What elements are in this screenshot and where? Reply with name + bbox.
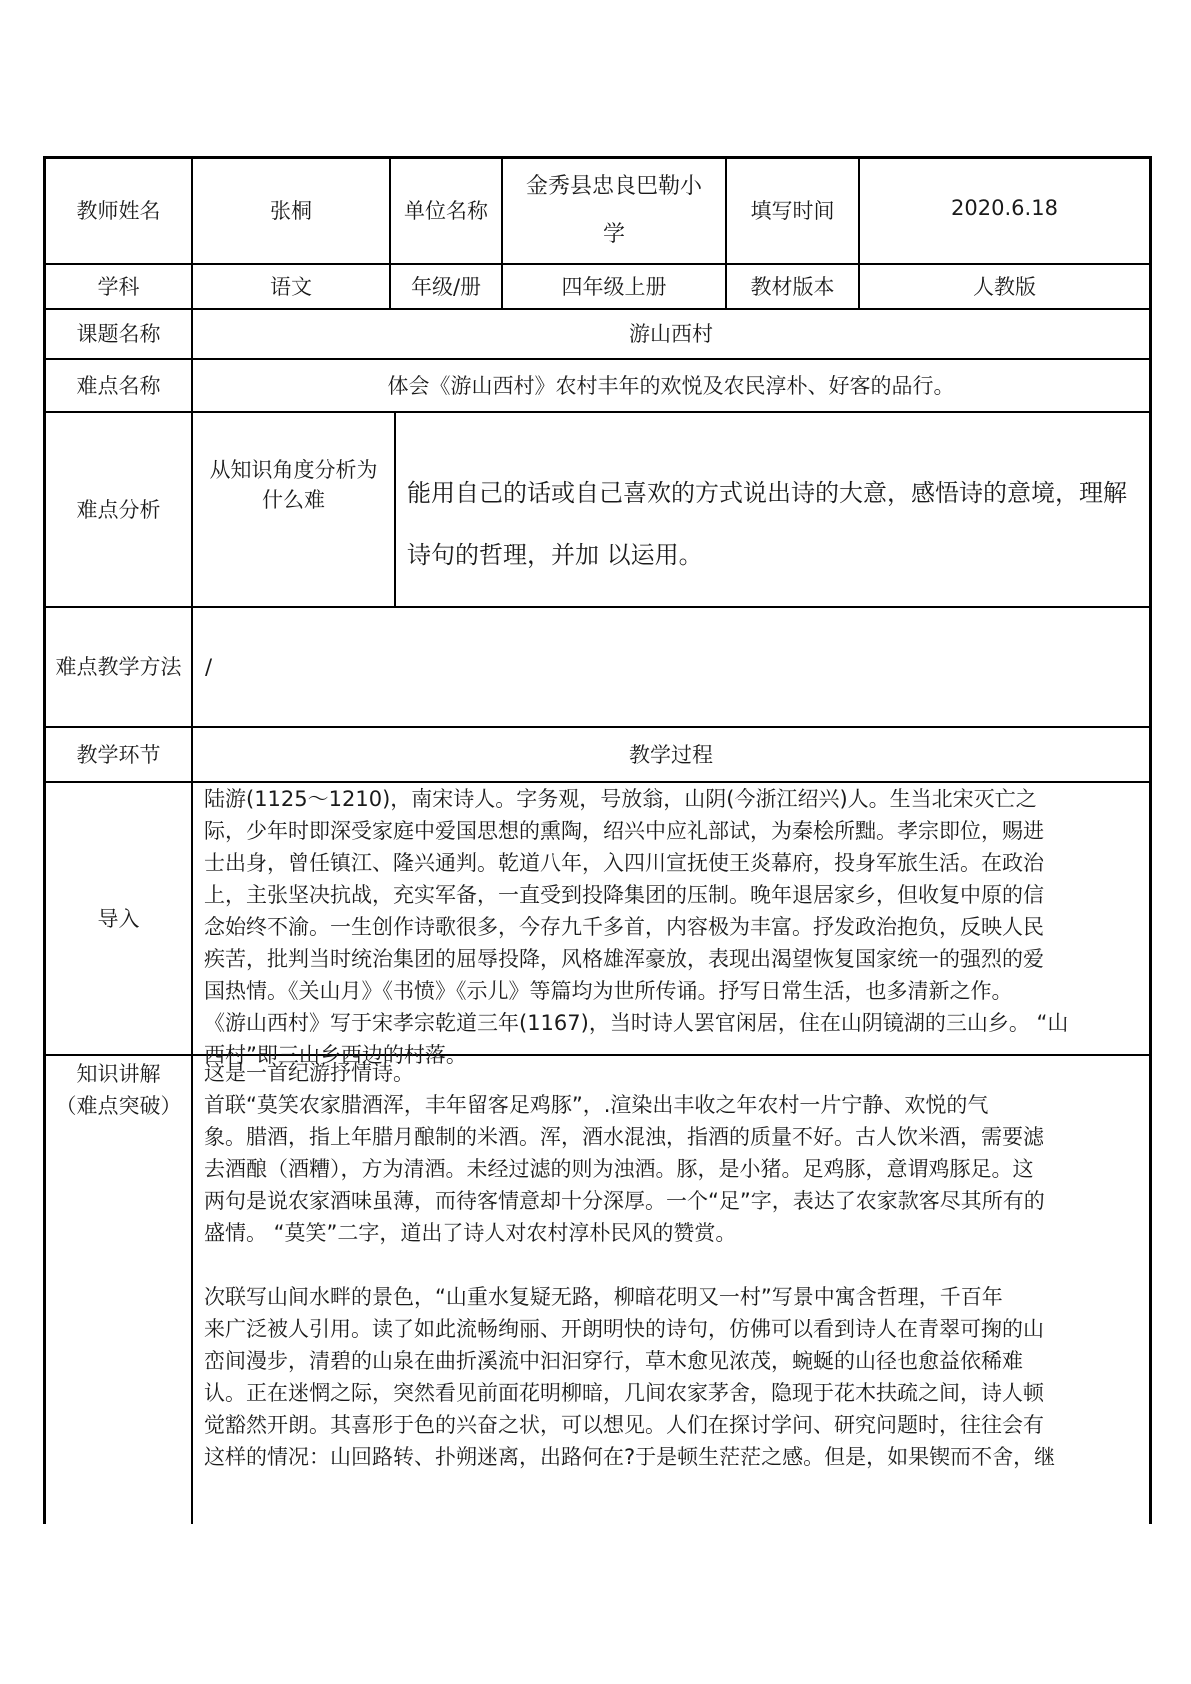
date-label: 填写时间 xyxy=(750,199,835,223)
knowledge-label: 知识讲解 （难点突破） xyxy=(55,1062,182,1118)
method-value: / xyxy=(205,655,213,679)
edition-value: 人教版 xyxy=(973,274,1036,299)
teacher-name-label: 教师姓名 xyxy=(76,199,161,223)
edition-label: 教材版本 xyxy=(750,274,835,299)
unit-name-label: 单位名称 xyxy=(404,199,488,223)
grade-label: 年级/册 xyxy=(410,274,482,299)
analysis-content: 能用自己的话或自己喜欢的方式说出诗的大意，感悟诗的意境，理解 诗句的哲理，并加 以运用。 xyxy=(407,479,1127,569)
intro-label: 导入 xyxy=(97,906,140,931)
difficulty-value: 体会《游山西村》农村丰年的欢悦及农民淳朴、好客的品行。 xyxy=(387,373,955,398)
subject-value: 语文 xyxy=(270,274,312,299)
method-label: 难点教学方法 xyxy=(55,655,182,679)
unit-name-value: 金秀县忠良巴勒小 学 xyxy=(525,174,702,247)
date-value: 2020.6.18 xyxy=(951,196,1058,220)
lesson-plan-table xyxy=(43,156,1152,1524)
process-header: 教学过程 xyxy=(629,742,713,767)
subject-label: 学科 xyxy=(97,274,140,299)
column-divider xyxy=(394,411,396,606)
difficulty-label: 难点名称 xyxy=(76,373,161,398)
topic-value: 游山西村 xyxy=(629,322,713,346)
intro-content: 陆游(1125～1210)，南宋诗人。字务观，号放翁，山阴(今浙江绍兴)人。生当北宋灭亡之 际，少年时即深受家庭中爱国思想的熏陶，绍兴中应礼部试，为秦桧所黜。孝宗即位，赐进 士出身，曾任镇江、隆兴通判。乾道八年，入四川宣抚使王炎幕府，投身军旅生活。在政治 上，主张坚决抗战，充实军备，一直受到投降集团的压制。晚年退居家乡，但收复中原的信 念始终不渝。一生创作诗歌很多，今存九千多首，内容极为丰富。抒发政治抱负，反映人民 疾苦，批判当时统治集团的屈辱投降，风格雄浑豪放，表现出渴望恢复国家统一的强烈的爱 国热情。《关山月》《书愤》《示儿》等篇均为世所传诵。抒写日常生活，也多清新之作。 《游山西村》写于宋孝宗乾道三年(1167)，当时诗人罢官闲居，住在山阴镜湖的三山乡。 “山 西村”即三山乡西边的村落。 xyxy=(204,787,1069,1067)
teacher-name-value: 张桐 xyxy=(270,199,312,223)
stage-header: 教学环节 xyxy=(76,742,161,767)
analysis-label: 难点分析 xyxy=(76,497,161,522)
analysis-sub-label: 从知识角度分析为 什么难 xyxy=(209,457,378,512)
topic-label: 课题名称 xyxy=(76,322,161,346)
table-border-right xyxy=(1149,156,1152,1524)
grade-value: 四年级上册 xyxy=(561,274,667,299)
knowledge-content: 这是一首纪游抒情诗。 首联“莫笑农家腊酒浑，丰年留客足鸡豚”，.渲染出丰收之年农村一片宁静、欢悦的气 象。腊酒，指上年腊月酿制的米酒。浑，酒水混浊，指酒的质量不好。古人饮米酒，需要滤 去酒酿（酒糟），方为清酒。未经过滤的则为浊酒。豚，是小猪。足鸡豚，意谓鸡豚足。这 两句是说农家酒味虽薄，而待客情意却十分深厚。一个“足”字，表达了农家款客尽其所有的 盛情。 “莫笑”二字，道出了诗人对农村淳朴民风的赞赏。 次联写山间水畔的景色，“山重水复疑无路，柳暗花明又一村”写景中寓含哲理，千百年 来广泛被人引用。读了如此流畅绚丽、开朗明快的诗句，仿佛可以看到诗人在青翠可掬的山 峦间漫步，清碧的山泉在曲折溪流中汩汩穿行，草木愈见浓茂，蜿蜒的山径也愈益依稀难 认。正在迷惘之际，突然看见前面花明柳暗，几间农家茅舍，隐现于花木扶疏之间，诗人顿 觉豁然开朗。其喜形于色的兴奋之状，可以想见。人们在探讨学问、研究问题时，往往会有 这样的情况：山回路转、扑朔迷离，出路何在?于是顿生茫茫之感。但是，如果锲而不舍，继 xyxy=(204,1061,1056,1469)
